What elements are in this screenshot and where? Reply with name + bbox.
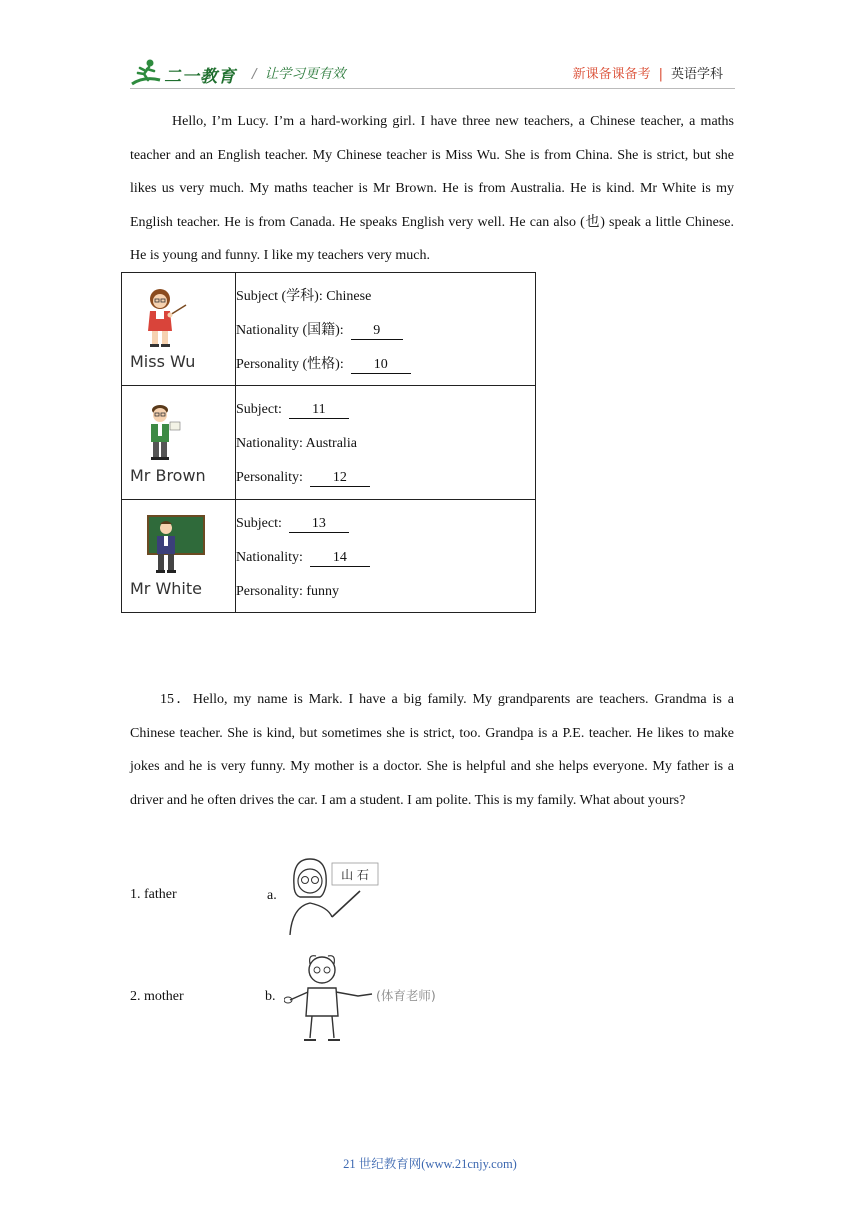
info-line-personality — [236, 348, 535, 382]
match-left-1: 1. father — [130, 887, 177, 902]
mr-white-teacher-icon — [138, 514, 208, 576]
teachers-table — [121, 272, 536, 613]
info-line-nationality — [236, 314, 535, 348]
info-text: Personality (性格): — [236, 357, 344, 372]
blank-13[interactable]: 13 — [289, 516, 349, 533]
passage-lucy — [130, 105, 734, 273]
blank-12[interactable]: 12 — [310, 470, 370, 487]
passage-lucy-text: Hello, I’m Lucy. I’m a hard-working girl. I have three new teachers, a Chinese teacher, a maths teacher and an English teacher. My Chinese teacher is Miss Wu. She is from China. She is strict, but she likes us very much. My maths teacher is Mr Brown. He is from Australia. He is kind. Mr White is my English teacher. He is from Canada. He speaks English very well. He can also (也) speak a little Chinese. He is young and funny. I like my teachers very much. — [130, 114, 734, 264]
passage-mark — [130, 683, 734, 817]
logo — [130, 58, 250, 88]
teacher-info-cell — [236, 386, 536, 500]
mr-brown-teacher-icon — [138, 400, 198, 462]
header-course-label: 新课备课备考 — [572, 67, 651, 82]
logo-text: 二一教育 — [164, 67, 236, 87]
teacher-name: Mr Brown — [130, 466, 206, 485]
info-text: Subject (学科): Chinese — [236, 289, 372, 304]
passage-mark-text: 15．Hello, my name is Mark. I have a big family. My grandparents are teachers. Grandma is a Chinese teacher. She is kind, but sometimes she is strict, too. Grandpa is a P.E. teacher. He likes to make jokes and he is very funny. My mother is a doctor. She is helpful and she helps everyone. My father is a driver and he often drives the car. I am a student. I am polite. This is my family. What about yours? — [130, 692, 734, 808]
picture-caption: (体育老师) — [376, 988, 436, 1003]
info-line-nationality — [236, 541, 535, 575]
table-row — [122, 500, 536, 613]
info-text: Nationality: Australia — [236, 436, 357, 451]
grandpa-pe-teacher-icon — [284, 948, 454, 1044]
info-text: Nationality (国籍): — [236, 323, 344, 338]
slogan-text: 让学习更有效 — [264, 66, 346, 82]
header-subject-label: 英语学科 — [670, 67, 723, 82]
info-line-subject — [236, 280, 535, 314]
info-text: Subject: — [236, 402, 282, 417]
blank-9[interactable]: 9 — [351, 323, 403, 340]
info-line-personality — [236, 575, 535, 609]
blank-14[interactable]: 14 — [310, 550, 370, 567]
info-line-subject — [236, 393, 535, 427]
header-separator: | — [658, 67, 663, 82]
info-line-nationality — [236, 427, 535, 461]
page-footer: 21 世纪教育网(www.21cnjy.com) — [343, 1157, 517, 1171]
runner-logo-icon — [130, 58, 164, 88]
page-header — [130, 58, 735, 88]
teacher-picture-cell — [122, 500, 236, 613]
header-rule — [130, 88, 735, 89]
info-text: Personality: — [236, 470, 303, 485]
grandma-teacher-icon — [284, 855, 384, 937]
teacher-info-cell — [236, 500, 536, 613]
slogan: / 让学习更有效 — [252, 66, 346, 82]
teacher-picture-cell — [122, 273, 236, 386]
teacher-picture-cell — [122, 386, 236, 500]
blank-10[interactable]: 10 — [351, 357, 411, 374]
table-row — [122, 386, 536, 500]
teacher-name: Mr White — [130, 579, 202, 598]
match-right-a: a. — [267, 888, 277, 903]
info-text: Personality: funny — [236, 584, 340, 599]
miss-wu-teacher-icon — [138, 287, 198, 349]
teacher-name: Miss Wu — [130, 352, 196, 371]
header-subject — [573, 63, 723, 82]
info-line-personality — [236, 461, 535, 495]
teacher-info-cell — [236, 273, 536, 386]
blackboard-label: 山 石 — [341, 868, 369, 882]
match-right-b: b. — [265, 989, 276, 1004]
info-text: Nationality: — [236, 550, 303, 565]
info-text: Subject: — [236, 516, 282, 531]
match-left-2: 2. mother — [130, 989, 184, 1004]
table-row — [122, 273, 536, 386]
blank-11[interactable]: 11 — [289, 402, 349, 419]
info-line-subject — [236, 507, 535, 541]
